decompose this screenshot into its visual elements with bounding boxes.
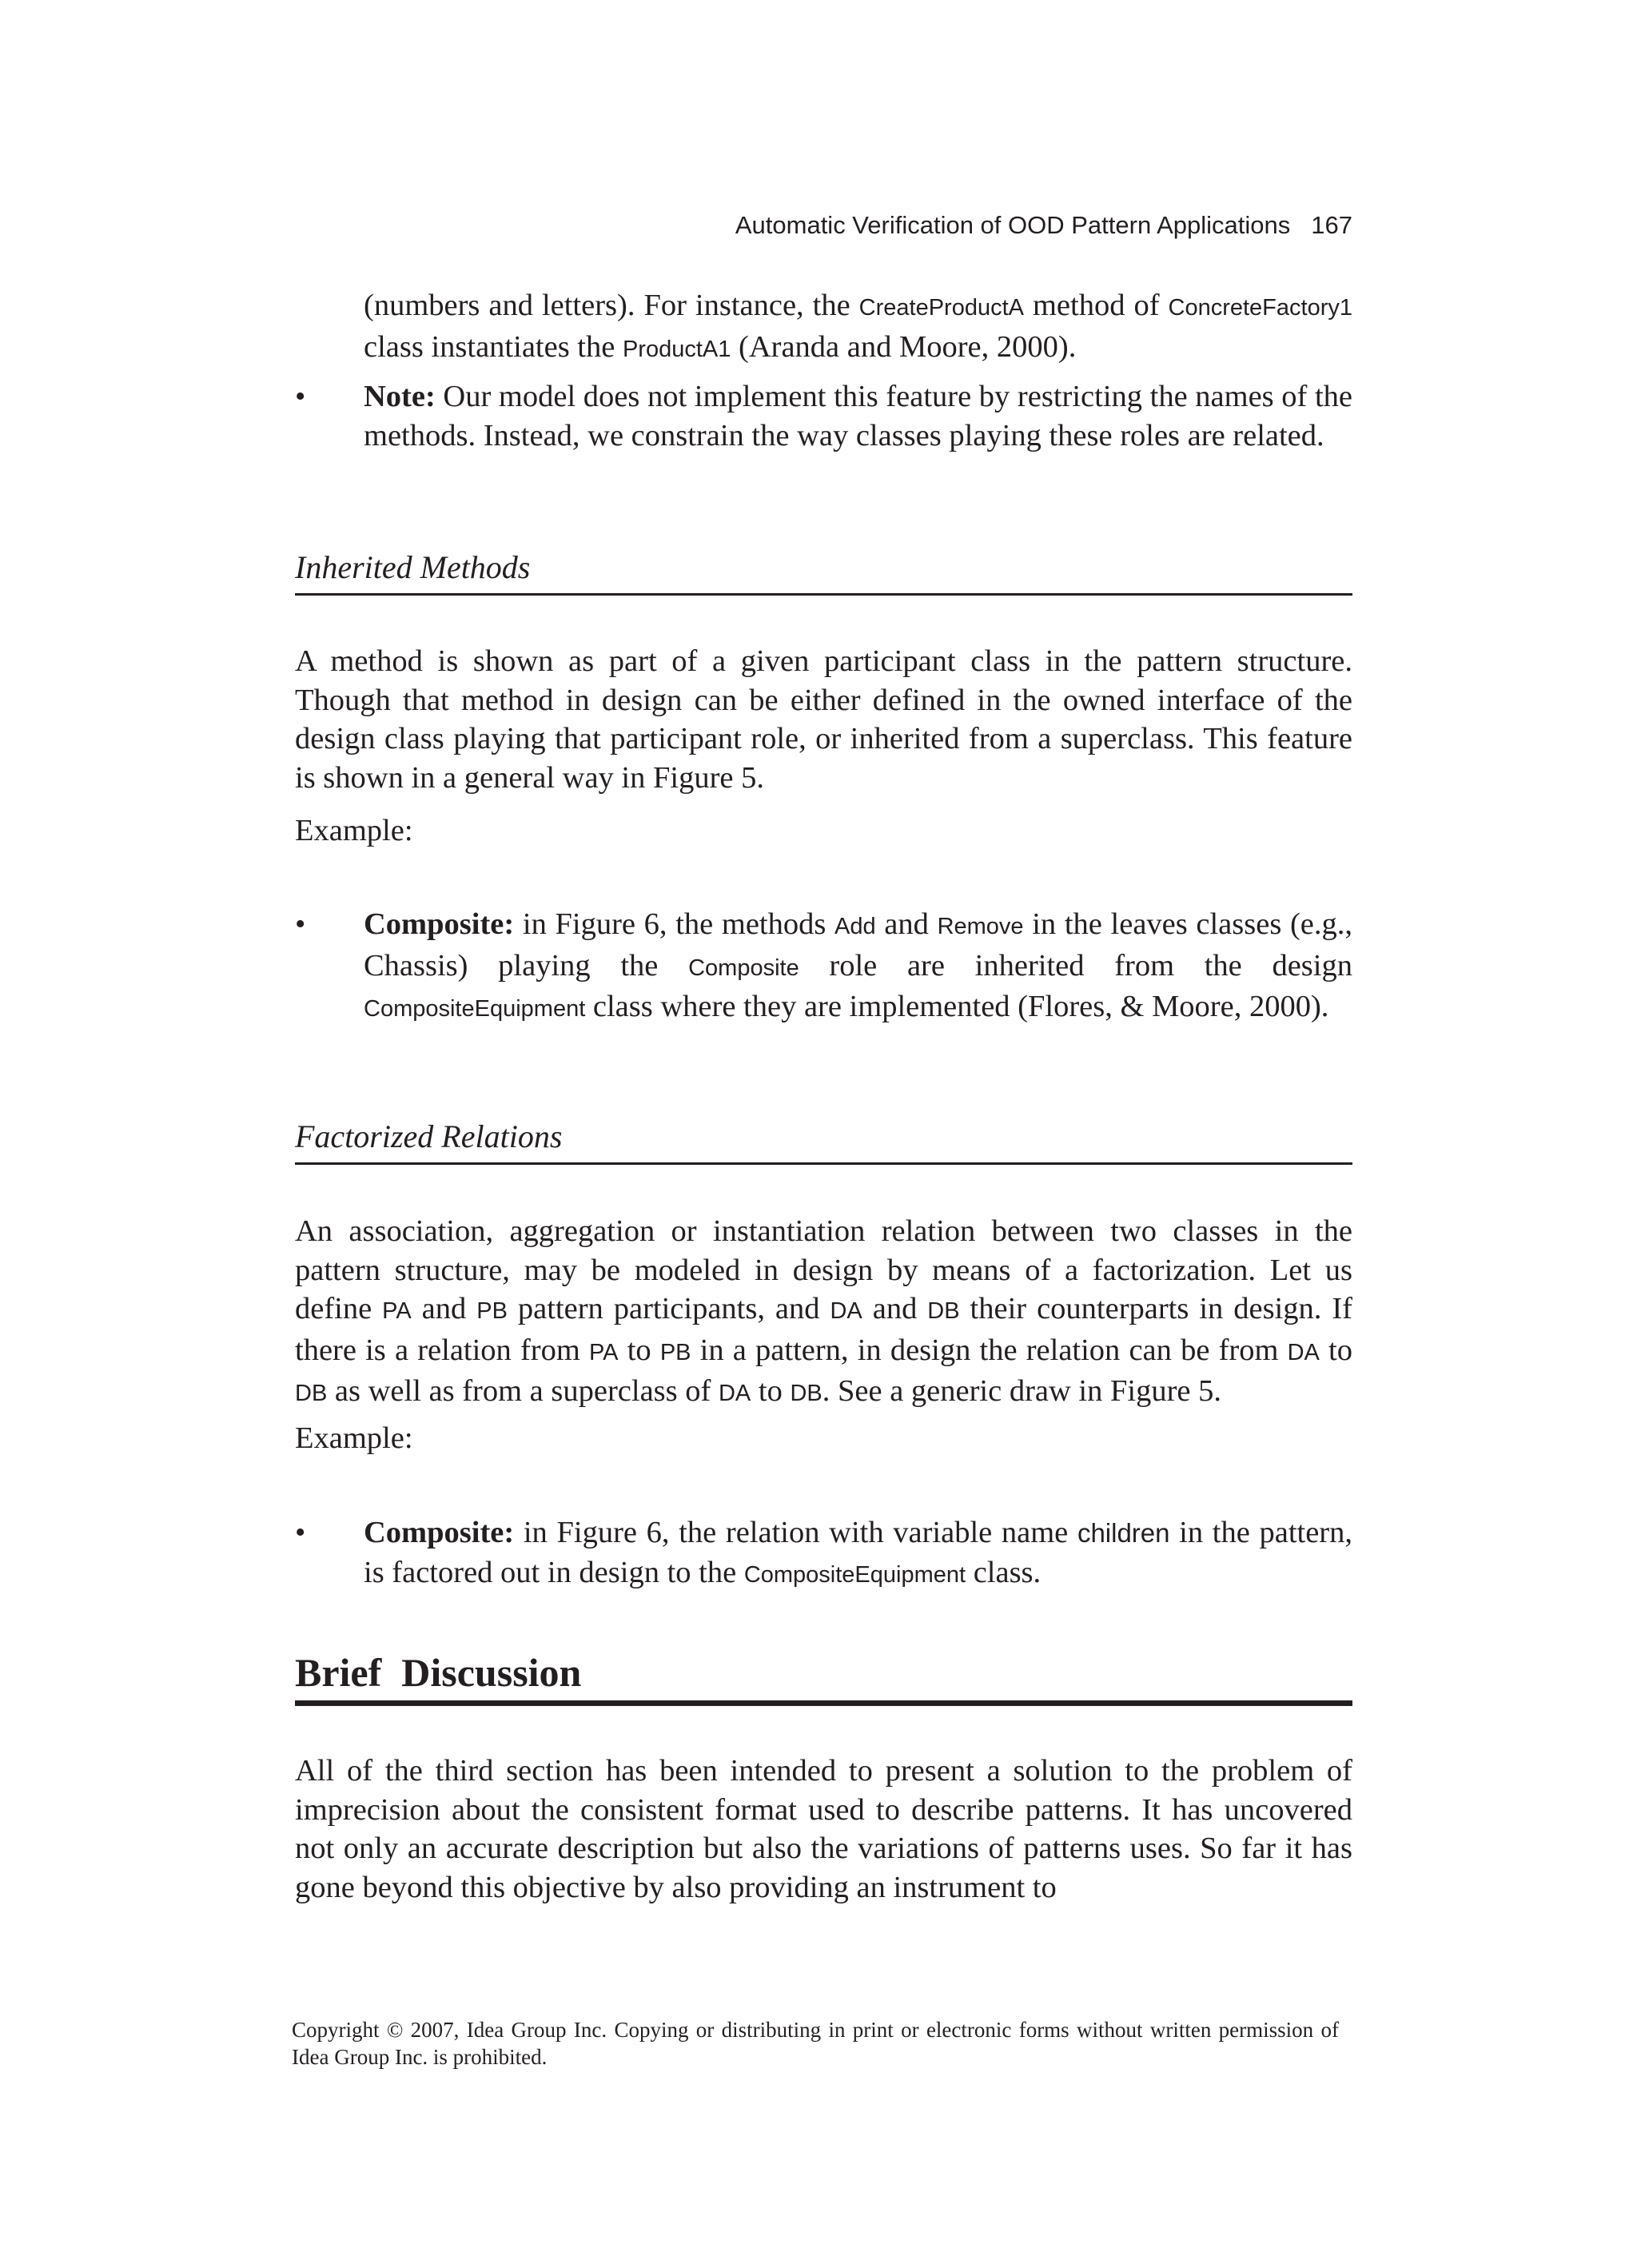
text-run: class. (966, 1555, 1042, 1589)
inherited-methods-paragraph: A method is shown as part of a given participant class in the pattern structure. Though that method in design can be either defined in the owned interface of the design class playing that participant role, or inherited from a superclass. This feature is shown in a general way in Figure 5. (295, 644, 1352, 795)
factorized-relations-paragraph (295, 1212, 1352, 1413)
text-run: role are inherited from the design (799, 948, 1352, 983)
code-term: CreateProductA (858, 295, 1024, 321)
code-term: ConcreteFactory1 (1168, 295, 1352, 321)
code-term: DB (790, 1381, 822, 1406)
text-run: their counterparts in design. If there is a relation from (295, 1292, 1352, 1367)
text-run: to (618, 1333, 660, 1367)
code-term: PA (588, 1339, 619, 1365)
text-run: as well as from a superclass of (327, 1374, 719, 1408)
text-run: and (862, 1292, 928, 1325)
code-term: CompositeEquipment (743, 1561, 966, 1588)
example-label: Example: (295, 814, 413, 847)
code-term: Remove (937, 914, 1024, 939)
code-term: children (1077, 1518, 1170, 1548)
running-title: Automatic Verification of OOD Pattern Applications (735, 211, 1291, 239)
text-run: An association, aggregation or instantiation relation between two classes in the pattern structure, may be modeled in design by means of a factorization. Let us define (295, 1214, 1352, 1325)
text-run: in the leaves classes (e.g., Chassis) playing the (364, 907, 1352, 983)
note-bullet-text (364, 377, 1352, 455)
text-run: and (411, 1292, 477, 1325)
code-term: PB (476, 1298, 508, 1324)
bullet-label: Composite: (364, 1516, 515, 1549)
note-label: Note: (364, 380, 436, 413)
text-run: in a pattern, in design the relation can be from (691, 1333, 1288, 1367)
code-term: Add (834, 914, 876, 939)
text-run: in the pattern, is factored out in design to the (364, 1516, 1353, 1589)
subheading-factorized-relations: Factorized Relations (295, 1118, 1352, 1165)
text-run: class instantiates the (364, 329, 623, 364)
running-header (0, 209, 1352, 241)
bullet-label: Composite: (364, 907, 515, 941)
composite-bullet-text (364, 1513, 1352, 1594)
text-run: class where they are implemented (Flores, & Moore, 2000). (585, 990, 1329, 1023)
code-term: DB (927, 1298, 960, 1324)
example-label: Example: (295, 1421, 413, 1455)
brief-discussion-paragraph: All of the third section has been intended to present a solution to the problem of imprecision about the consistent format used to describe patterns. It has uncovered not only an accurate description but also the variations of patterns uses. So far it has gone beyond this objective by also providing an instrument to (295, 1754, 1352, 1904)
code-term: DA (718, 1381, 751, 1406)
page-number: 167 (1311, 211, 1352, 239)
bullet-marker: • (295, 380, 306, 413)
text-run: pattern participants, and (507, 1292, 830, 1325)
code-term: DA (1287, 1339, 1320, 1365)
bullet-marker: • (295, 1516, 306, 1549)
text-run: Our model does not implement this feature by restricting the names of the methods. Instead, we constrain the way classes playing these roles are related. (364, 380, 1353, 452)
text-run: method of (1024, 289, 1169, 322)
text-run: in Figure 6, the methods (514, 907, 835, 941)
code-term: DB (295, 1381, 328, 1406)
code-term: ProductA1 (622, 336, 731, 362)
subheading-inherited-methods: Inherited Methods (295, 548, 1352, 596)
code-term: Composite (688, 955, 799, 981)
section-heading-brief-discussion: Brief Discussion (295, 1649, 1352, 1706)
code-term: PA (382, 1298, 412, 1324)
bullet-marker: • (295, 907, 306, 941)
text-run: to (751, 1374, 791, 1408)
text-run: to (1319, 1333, 1352, 1367)
text-run: in Figure 6, the relation with variable name (514, 1516, 1077, 1549)
continuation-paragraph (364, 286, 1352, 369)
code-term: PB (659, 1339, 691, 1365)
text-run: (numbers and letters). For instance, the (364, 289, 859, 322)
text-run: and (875, 907, 938, 941)
code-term: DA (830, 1298, 862, 1324)
composite-bullet-text (364, 905, 1352, 1029)
text-run: . See a generic draw in Figure 5. (822, 1374, 1222, 1408)
code-term: CompositeEquipment (364, 996, 586, 1022)
text-run: (Aranda and Moore, 2000). (731, 329, 1077, 364)
copyright-footer: Copyright © 2007, Idea Group Inc. Copying or distributing in print or electronic forms without written permission of Idea Group Inc. is prohibited. (292, 2018, 1339, 2069)
